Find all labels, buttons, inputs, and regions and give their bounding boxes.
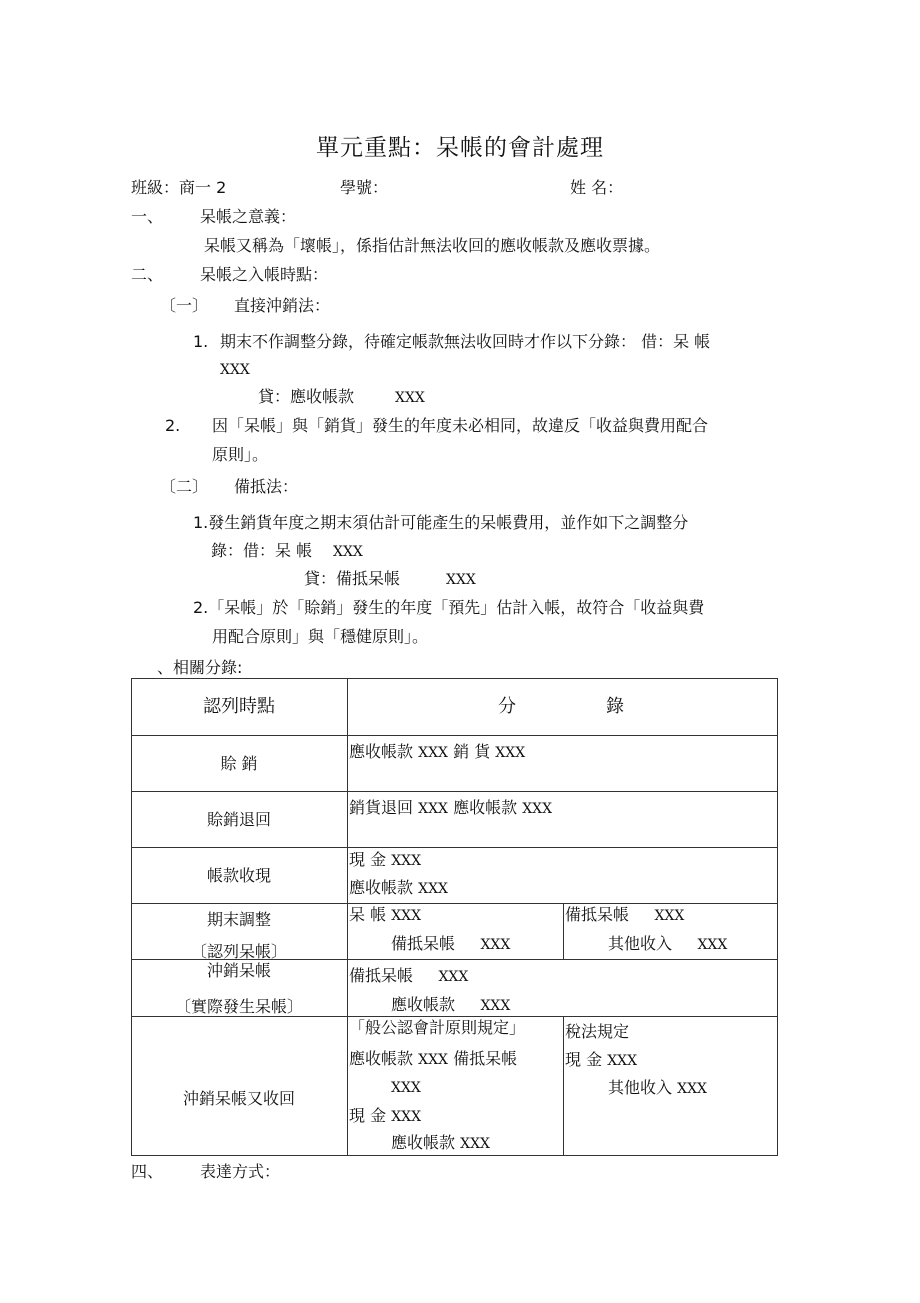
account-name: 應收帳款	[349, 1049, 414, 1068]
row6-tax-heading: 稅法規定	[565, 1022, 630, 1041]
row4-right-debit	[565, 905, 684, 926]
row-label-recognize-bad-debt: 〔認列呆帳〕	[190, 942, 287, 961]
m1-point-2-line2: 原則」。	[212, 445, 269, 464]
account-name: 應收帳款	[349, 742, 414, 761]
section-4-heading: 表達方式：	[200, 1162, 281, 1181]
m1-point-1-number: 1.	[193, 332, 209, 351]
row3-debit	[349, 850, 421, 871]
row3-credit	[349, 878, 448, 899]
account-name: 現 金	[349, 850, 387, 869]
row6-tax-debit	[565, 1050, 637, 1071]
m2-point-2-line2: 用配合原則」與「穩健原則」。	[212, 627, 429, 646]
row-label-collection: 帳款收現	[206, 866, 271, 885]
row6-gaap-entry1	[349, 1049, 517, 1070]
row1-entry	[349, 742, 525, 763]
row-label-period-end-adjustment: 期末調整	[206, 910, 271, 929]
account-name: 應收帳款	[453, 798, 518, 817]
section-2-number: 二、	[131, 265, 164, 284]
row-label-write-off: 沖銷呆帳	[206, 961, 271, 980]
amount: XXX	[418, 1052, 449, 1068]
account-name: 現 金	[565, 1050, 603, 1069]
row2-entry	[349, 798, 552, 819]
account-name: 應收帳款	[391, 995, 456, 1014]
table-border-right	[777, 678, 778, 1156]
student-id-label: 學號：	[340, 178, 389, 197]
account-name: 應收帳款	[349, 878, 414, 897]
account-name: 其他收入	[608, 1078, 673, 1097]
table-subcolumn-divider	[563, 903, 564, 960]
account-name: 備抵呆帳	[565, 905, 630, 924]
amount: XXX	[438, 969, 469, 985]
journal-entries-table	[131, 678, 778, 1156]
row4-left-debit	[349, 905, 421, 926]
m2-point-1-amount: XXX	[333, 544, 363, 560]
amount: XXX	[480, 998, 511, 1014]
amount: XXX	[654, 908, 685, 924]
m2-point-1-line1: 1.發生銷貨年度之期末須估計可能產生的呆帳費用，並作如下之調整分	[193, 513, 689, 532]
m2-point-2-line1: 2.「呆帳」於「賒銷」發生的年度「預先」估計入帳，故符合「收益與費	[193, 598, 705, 617]
amount: XXX	[697, 937, 728, 953]
account-name: 備抵呆帳	[391, 934, 456, 953]
amount: XXX	[607, 1053, 638, 1069]
account-name: 備抵呆帳	[349, 966, 414, 985]
student-name-label: 姓 名：	[570, 178, 624, 197]
m1-point-2-number: 2.	[165, 416, 181, 435]
table-border-bottom	[131, 1155, 778, 1156]
method-2-title: 備抵法：	[234, 477, 299, 496]
row5-debit	[349, 966, 468, 987]
account-name: 呆 帳	[349, 905, 387, 924]
account-name: 銷 貨	[453, 742, 491, 761]
row6-gaap-entry2-debit	[349, 1106, 421, 1127]
section-4-number: 四、	[131, 1162, 164, 1181]
row5-credit	[391, 995, 510, 1016]
m1-point-1-credit: 貸：應收帳款	[258, 387, 355, 406]
account-name: 其他收入	[608, 934, 673, 953]
row-label-recovery: 沖銷呆帳又收回	[182, 1089, 295, 1108]
m1-point-1-amount: XXX	[220, 362, 250, 378]
m1-point-2-line1: 因「呆帳」與「銷貨」發生的年度未必相同，故違反「收益與費用配合	[212, 416, 709, 435]
m1-point-1-credit-amount: XXX	[395, 390, 425, 406]
row6-gaap-heading: 「般公認會計原則規定」	[349, 1018, 526, 1037]
m2-point-1-credit-amount: XXX	[446, 572, 476, 588]
amount: XXX	[677, 1081, 708, 1097]
amount: XXX	[418, 881, 449, 897]
table-subcolumn-divider	[563, 1016, 564, 1156]
row6-gaap-entry2-credit	[391, 1133, 490, 1154]
section-1-text: 呆帳又稱為「壞帳」，係指估計無法收回的應收帳款及應收票據。	[204, 236, 661, 255]
m1-point-1-line1: 期末不作調整分錄，待確定帳款無法收回時才作以下分錄： 借：呆 帳	[220, 332, 711, 351]
header-entries-a: 分	[498, 696, 516, 717]
amount: XXX	[391, 908, 422, 924]
row4-right-credit	[608, 934, 727, 955]
amount: XXX	[391, 853, 422, 869]
amount: XXX	[522, 801, 553, 817]
section-3-heading: 、相關分錄:	[157, 658, 243, 677]
amount: XXX	[418, 801, 449, 817]
table-row-divider	[131, 791, 778, 792]
method-2-label: 〔二〕	[160, 477, 209, 496]
header-recognition-time: 認列時點	[203, 696, 275, 717]
account-name: 現 金	[349, 1106, 387, 1125]
m2-point-1-line2: 錄：借：呆 帳	[211, 541, 313, 560]
amount: XXX	[391, 1109, 422, 1125]
amount: XXX	[480, 937, 511, 953]
table-row-divider	[131, 847, 778, 848]
m2-point-1-credit: 貸：備抵呆帳	[304, 569, 401, 588]
account-name: 備抵呆帳	[453, 1049, 518, 1068]
header-entries-b: 錄	[606, 696, 624, 717]
section-2-heading: 呆帳之入帳時點：	[200, 265, 329, 284]
table-border-top	[131, 678, 778, 679]
method-1-label: 〔一〕	[160, 296, 209, 315]
table-row-divider	[131, 903, 778, 904]
row-label-credit-sales: 賒 銷	[220, 754, 258, 773]
row-label-sales-returns: 賒銷退回	[206, 810, 271, 829]
section-1-number: 一、	[131, 207, 164, 226]
amount: XXX	[495, 745, 526, 761]
table-row-divider	[131, 735, 778, 736]
account-name: 銷貨退回	[349, 798, 414, 817]
page-title: 單元重點：呆帳的會計處理	[316, 135, 604, 161]
row6-gaap-entry1-amount: XXX	[391, 1080, 421, 1096]
method-1-title: 直接沖銷法：	[234, 296, 331, 315]
amount: XXX	[460, 1136, 491, 1152]
row4-left-credit	[391, 934, 510, 955]
class-label: 班級：商一 2	[131, 178, 227, 197]
amount: XXX	[418, 745, 449, 761]
table-column-divider	[347, 678, 348, 1156]
account-name: 應收帳款	[391, 1133, 456, 1152]
row6-tax-credit	[608, 1078, 707, 1099]
row-label-actual-bad-debt: 〔實際發生呆帳〕	[174, 997, 303, 1016]
section-1-heading: 呆帳之意義：	[200, 207, 297, 226]
